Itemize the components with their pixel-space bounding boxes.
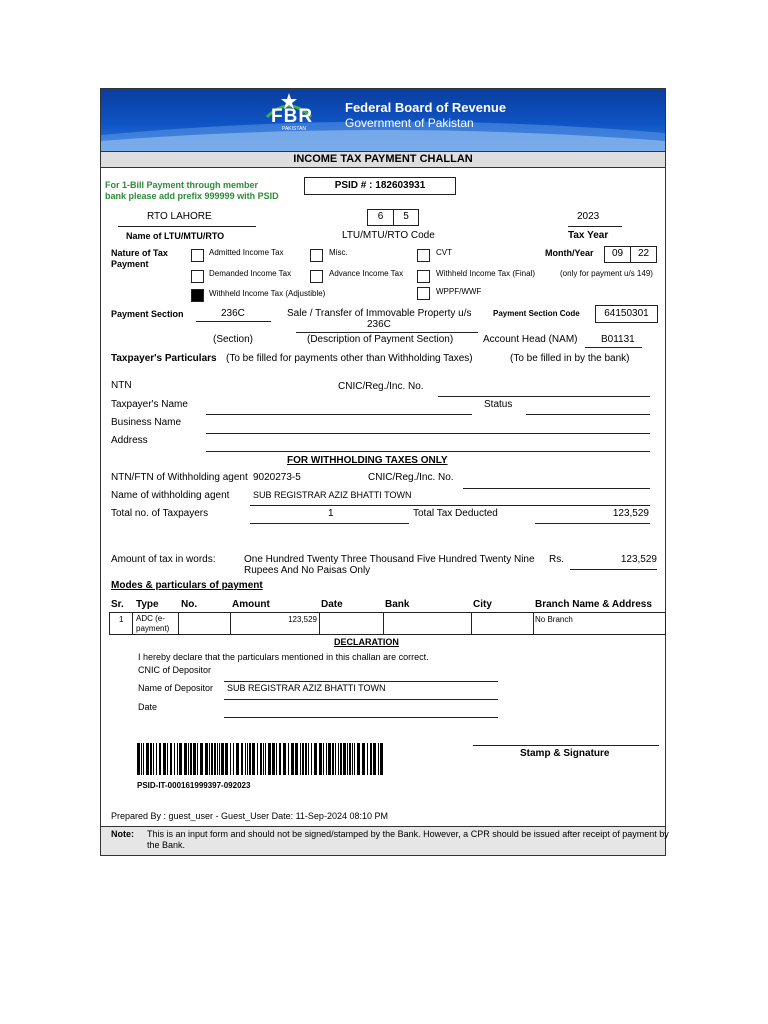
table-divider <box>383 612 384 635</box>
nature-label-line2: Payment <box>111 259 149 269</box>
opt-withheld-final-label: Withheld Income Tax (Final) <box>436 269 535 278</box>
total-deducted-underline <box>535 523 650 524</box>
section-caption: (Section) <box>213 334 254 345</box>
col-city: City <box>473 599 492 610</box>
col-bank: Bank <box>385 599 410 610</box>
deposit-date-underline <box>224 717 498 718</box>
cell-amount: 123,529 <box>288 615 317 624</box>
stamp-signature-label: Stamp & Signature <box>520 748 610 759</box>
total-deducted-label: Total Tax Deducted <box>413 508 498 519</box>
table-divider <box>132 612 133 635</box>
agent-ntn-value: 9020273-5 <box>253 472 301 483</box>
one-bill-note-line1: For 1-Bill Payment through member <box>105 180 259 190</box>
depositor-name-value: SUB REGISTRAR AZIZ BHATTI TOWN <box>227 683 386 693</box>
rs-value: 123,529 <box>620 554 657 565</box>
payment-code-value: 64150301 <box>604 308 649 319</box>
rs-label: Rs. <box>549 554 564 565</box>
month-year-label: Month/Year <box>545 248 594 258</box>
checkbox-withheld-final[interactable] <box>417 270 430 283</box>
opt-demanded-label: Demanded Income Tax <box>209 269 292 278</box>
opt-admitted-label: Admitted Income Tax <box>209 248 284 257</box>
cell-branch: No Branch <box>535 615 573 624</box>
rto-code-1: 6 <box>377 211 384 222</box>
logo-subtext: PAKISTAN <box>282 126 306 132</box>
desc-caption: (Description of Payment Section) <box>307 334 454 345</box>
note-label: Note: <box>111 829 134 839</box>
desc-underline <box>296 332 478 333</box>
account-head-label: Account Head (NAM) <box>483 334 578 345</box>
col-type: Type <box>136 599 159 610</box>
checkbox-misc[interactable] <box>310 249 323 262</box>
account-head-value: B01131 <box>601 334 635 345</box>
taxpayer-name-label: Taxpayer's Name <box>111 399 188 410</box>
fbr-banner <box>101 89 665 151</box>
checkbox-cvt[interactable] <box>417 249 430 262</box>
one-bill-note-line2: bank please add prefix 999999 with PSID <box>105 191 279 201</box>
table-divider <box>533 612 534 635</box>
checkbox-advance-income-tax[interactable] <box>310 270 323 283</box>
deposit-date-label: Date <box>138 702 158 712</box>
payment-desc-line2: 236C <box>367 319 391 330</box>
col-sr: Sr. <box>111 599 124 610</box>
rto-underline <box>118 226 256 227</box>
opt-cvt-label: CVT <box>436 248 452 257</box>
col-no: No. <box>181 599 198 610</box>
psid-barcode <box>137 743 383 775</box>
col-branch: Branch Name & Address <box>535 599 652 610</box>
declaration-heading: DECLARATION <box>334 637 399 647</box>
agent-name-label: Name of withholding agent <box>111 490 230 501</box>
amount-words-label: Amount of tax in words: <box>111 554 216 565</box>
rto-value: RTO LAHORE <box>147 211 212 222</box>
rto-label: Name of LTU/MTU/RTO <box>126 231 225 241</box>
agent-name-underline <box>250 505 650 506</box>
business-name-label: Business Name <box>111 417 182 428</box>
address-underline <box>206 451 650 452</box>
col-amount: Amount <box>232 599 270 610</box>
withholding-cnic-underline <box>463 488 650 489</box>
address-label: Address <box>111 435 148 446</box>
challan-title: INCOME TAX PAYMENT CHALLAN <box>293 153 473 165</box>
total-deducted-value: 123,529 <box>612 508 649 519</box>
status-label: Status <box>484 399 513 410</box>
rto-code-label: LTU/MTU/RTO Code <box>342 230 435 241</box>
table-divider <box>230 612 231 635</box>
barcode-text: PSID-IT-000161999397-092023 <box>137 781 251 790</box>
cell-sr: 1 <box>119 615 124 624</box>
business-name-underline <box>206 433 650 434</box>
payment-desc-line1: Sale / Transfer of Immovable Property u/s <box>287 308 472 319</box>
account-head-underline <box>585 347 642 348</box>
payment-code-label: Payment Section Code <box>493 309 580 318</box>
taxpayer-heading: Taxpayer's Particulars <box>111 353 217 364</box>
checkbox-withheld-adjustible-checked[interactable] <box>191 289 204 302</box>
agent-name-value: SUB REGISTRAR AZIZ BHATTI TOWN <box>253 490 412 500</box>
year-value: 22 <box>637 248 650 259</box>
opt-advance-label: Advance Income Tax <box>329 269 404 278</box>
tax-year-underline <box>568 226 622 227</box>
amount-words-line1: One Hundred Twenty Three Thousand Five Hundred Twenty Nine <box>244 554 535 565</box>
modes-heading: Modes & particulars of payment <box>111 580 263 591</box>
status-underline <box>526 414 650 415</box>
stamp-signature-line <box>473 745 659 746</box>
bank-note: (To be filled in by the bank) <box>510 353 630 364</box>
declaration-text: I hereby declare that the particulars mentioned in this challan are correct. <box>138 652 429 662</box>
org-name: Federal Board of Revenue <box>345 100 507 115</box>
prepared-by: Prepared By : guest_user - Guest_User Date: 11-Sep-2024 08:10 PM <box>111 811 388 821</box>
note-line1: This is an input form and should not be signed/stamped by the Bank. However, a CPR should be issued after receipt of payment by <box>147 829 669 839</box>
withholding-heading: FOR WITHHOLDING TAXES ONLY <box>287 455 448 466</box>
psid-label: PSID # : 182603931 <box>334 180 426 191</box>
rs-underline <box>570 569 657 570</box>
tax-year-label: Tax Year <box>568 230 609 241</box>
checkbox-admitted-income-tax[interactable] <box>191 249 204 262</box>
opt-wppf-label: WPPF/WWF <box>436 287 482 296</box>
org-subtitle: Government of Pakistan <box>345 116 474 130</box>
payment-section-label: Payment Section <box>111 309 184 319</box>
cell-type-line1: ADC (e- <box>136 614 165 623</box>
col-date: Date <box>321 599 343 610</box>
tax-year-value: 2023 <box>577 211 600 222</box>
rto-code-2: 5 <box>403 211 409 222</box>
cnic-label: CNIC/Reg./Inc. No. <box>338 381 424 392</box>
taxpayer-heading-note: (To be filled for payments other than Withholding Taxes) <box>226 353 473 364</box>
depositor-name-label: Name of Depositor <box>138 683 214 693</box>
depositor-name-underline <box>224 699 498 700</box>
checkbox-demanded-income-tax[interactable] <box>191 270 204 283</box>
logo-text: FBR <box>271 106 314 127</box>
opt-misc-label: Misc. <box>329 248 348 257</box>
month-note: (only for payment u/s 149) <box>560 269 653 278</box>
opt-withheld-adjustible-label: Withheld Income Tax (Adjustible) <box>209 289 326 298</box>
depositor-cnic-label: CNIC of Depositor <box>138 665 212 675</box>
table-divider <box>178 612 179 635</box>
month-value: 09 <box>611 248 624 259</box>
payment-section-value: 236C <box>221 308 245 319</box>
ntn-label: NTN <box>111 380 132 391</box>
cnic-underline <box>438 396 650 397</box>
section-underline <box>196 321 271 322</box>
total-taxpayers-value: 1 <box>328 508 334 519</box>
table-divider <box>319 612 320 635</box>
total-taxpayers-label: Total no. of Taxpayers <box>111 508 209 519</box>
amount-words-line2: Rupees And No Paisas Only <box>244 565 371 576</box>
taxpayer-name-underline <box>206 414 472 415</box>
cell-type-line2: payment) <box>136 624 170 633</box>
depositor-cnic-underline <box>224 681 498 682</box>
total-taxpayers-underline <box>250 523 409 524</box>
agent-ntn-label: NTN/FTN of Withholding agent <box>111 472 248 483</box>
checkbox-wppf[interactable] <box>417 287 430 300</box>
withholding-cnic-label: CNIC/Reg./Inc. No. <box>368 472 454 483</box>
table-row <box>109 612 666 635</box>
nature-label-line1: Nature of Tax <box>111 248 168 258</box>
note-line2: the Bank. <box>147 840 186 850</box>
table-divider <box>471 612 472 635</box>
